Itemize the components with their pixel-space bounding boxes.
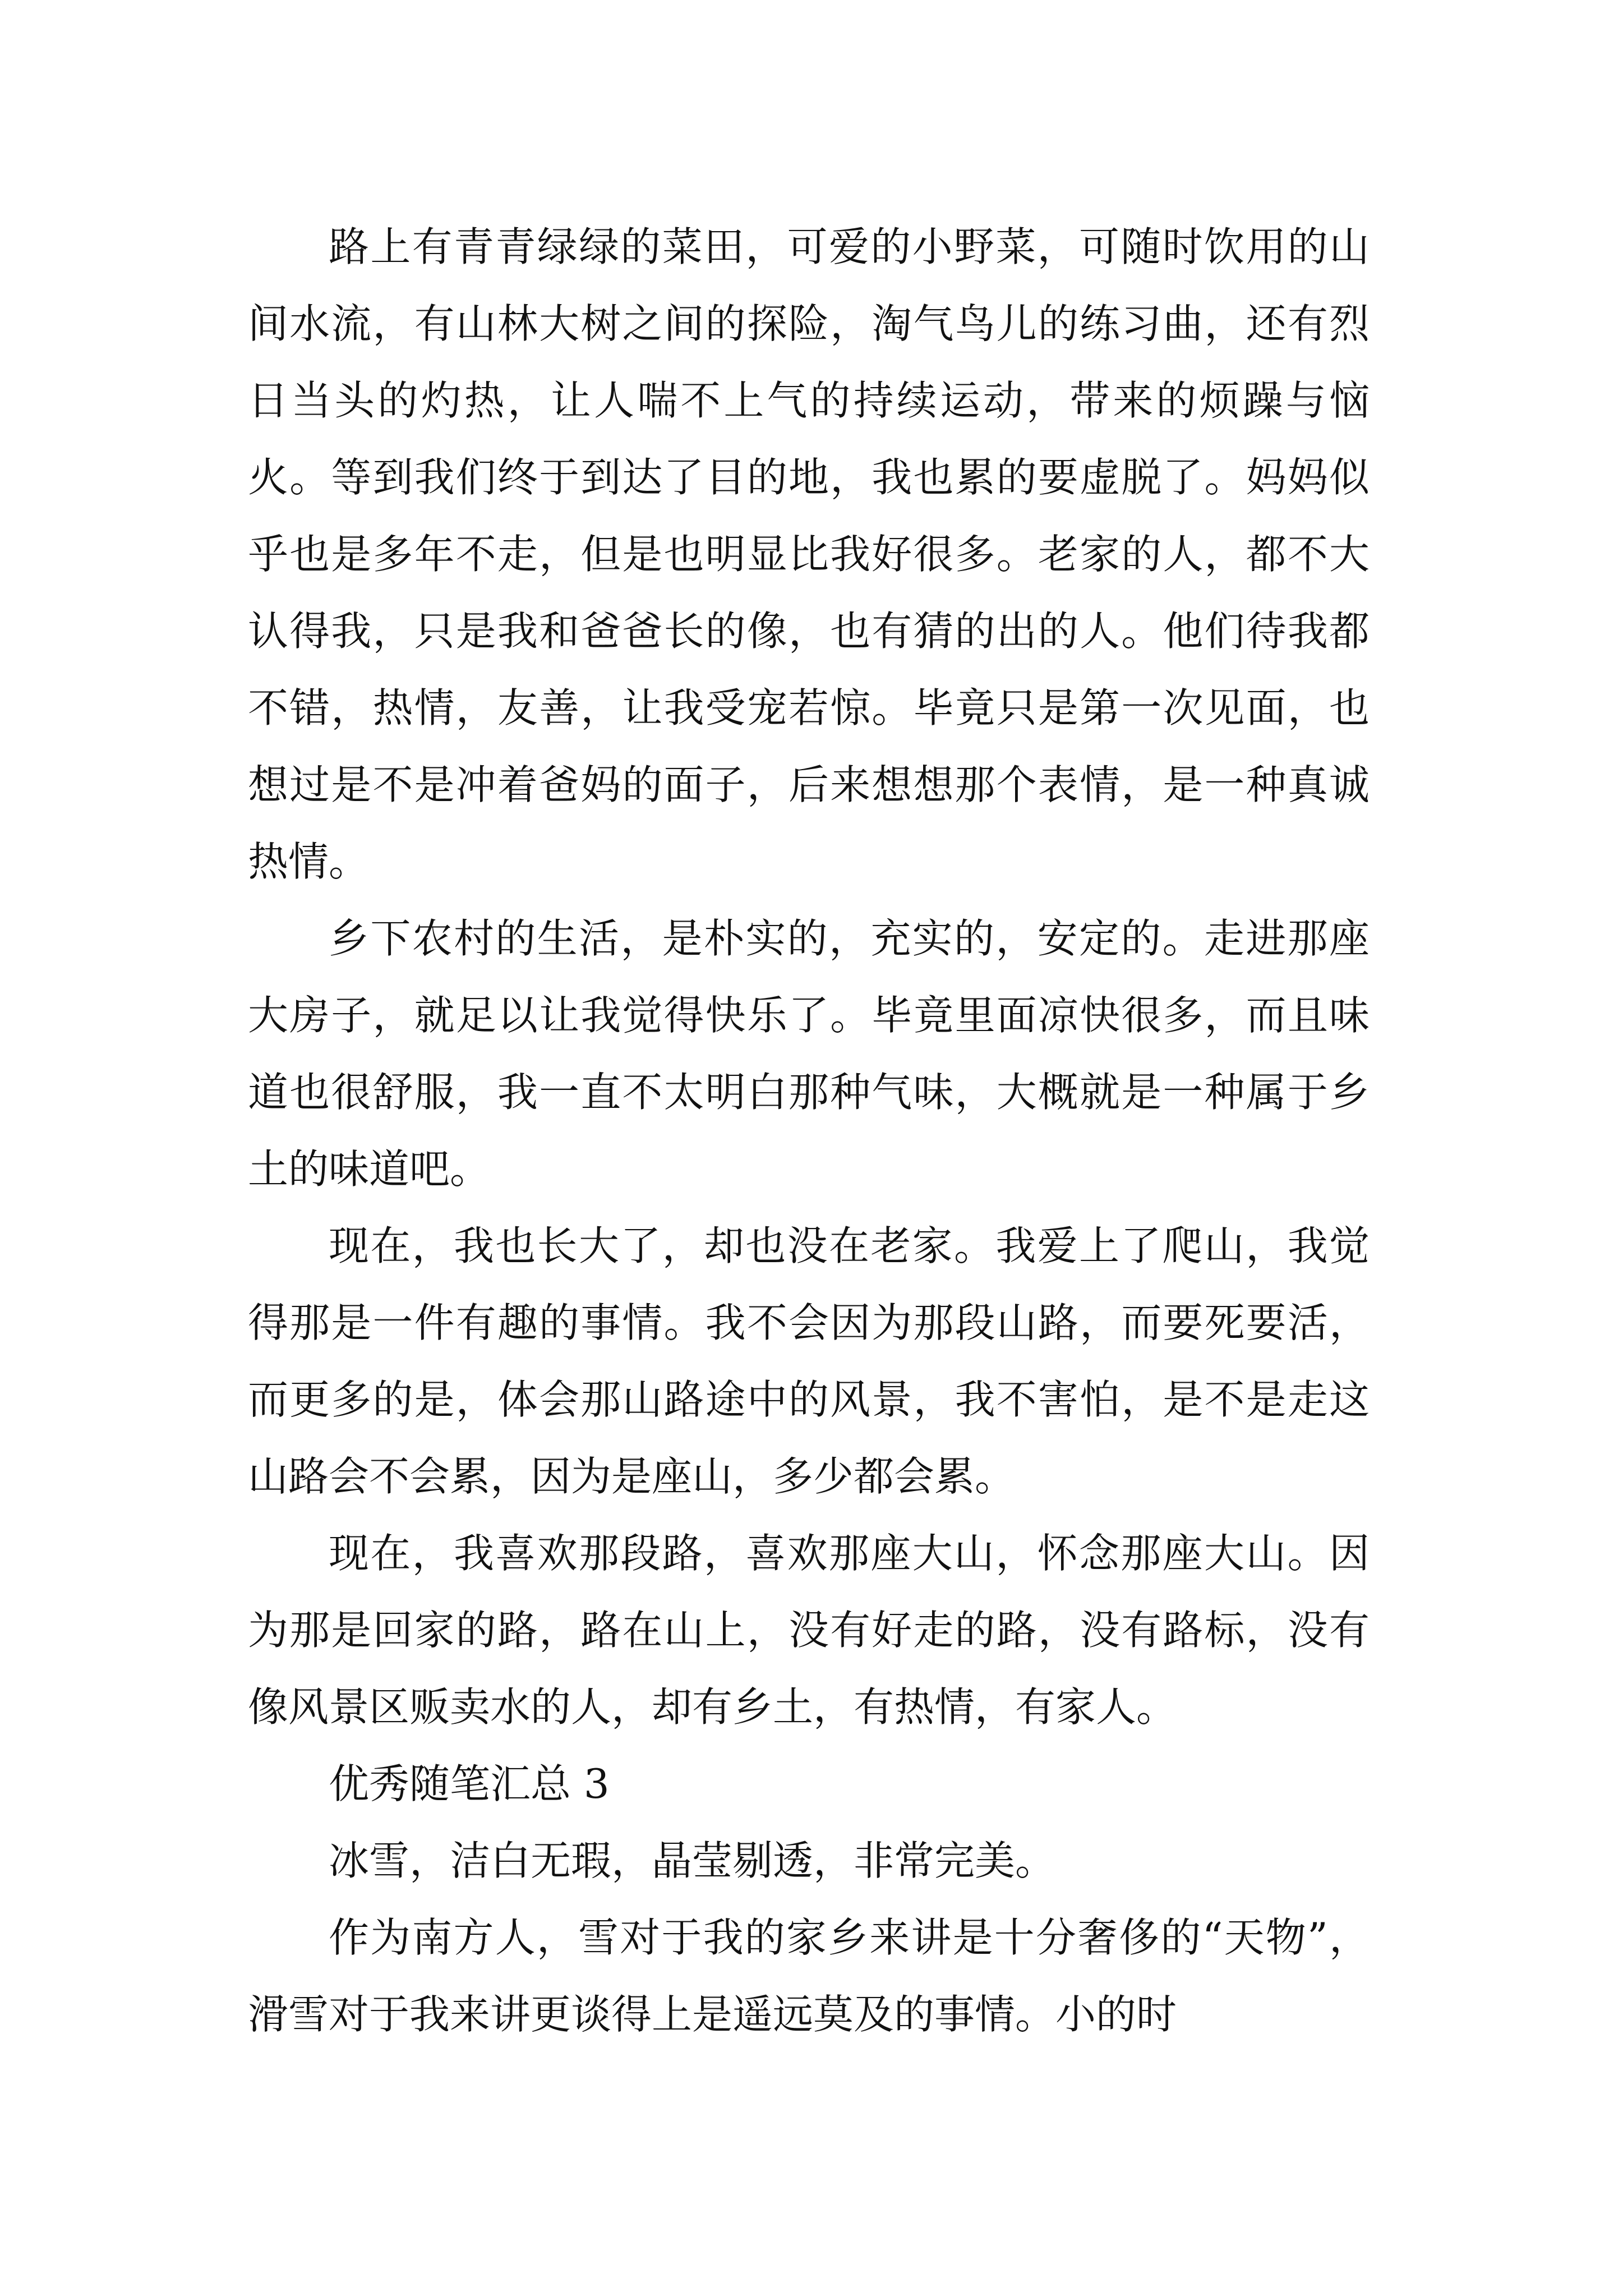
paragraph-3: 现在，我也长大了，却也没在老家。我爱上了爬山，我觉得那是一件有趣的事情。我不会因为那段山路，而要死要活，而更多的是，体会那山路途中的风景，我不害怕，是不是走这山路会不会累，因为是座山，多少都会累。 [248,1222,1370,1500]
paragraph-2: 乡下农村的生活，是朴实的，充实的，安定的。走进那座大房子，就足以让我觉得快乐了。毕竟里面凉快很多，而且味道也很舒服，我一直不太明白那种气味，大概就是一种属于乡土的味道吧。 [248,915,1370,1193]
document-body [248,209,1370,2053]
paragraph-6: 作为南方人，雪对于我的家乡来讲是十分奢侈的“天物”，滑雪对于我来讲更谈得上是遥远莫及的事情。小的时 [248,1914,1370,2038]
paragraph-1: 路上有青青绿绿的菜田，可爱的小野菜，可随时饮用的山间水流，有山林大树之间的探险，淘气鸟儿的练习曲，还有烈日当头的灼热，让人喘不上气的持续运动，带来的烦躁与恼火。等到我们终于到达了目的地，我也累的要虚脱了。妈妈似乎也是多年不走，但是也明显比我好很多。老家的人，都不大认得我，只是我和爸爸长的像，也有猜的出的人。他们待我都不错，热情，友善，让我受宠若惊。毕竟只是第一次见面，也想过是不是冲着爸妈的面子，后来想想那个表情，是一种真诚热情。 [248,223,1370,885]
paragraph-5: 冰雪，洁白无瑕，晶莹剔透，非常完美。 [329,1837,1056,1884]
paragraph-4: 现在，我喜欢那段路，喜欢那座大山，怀念那座大山。因为那是回家的路，路在山上，没有好走的路，没有路标，没有像风景区贩卖水的人，却有乡土，有热情，有家人。 [248,1530,1370,1731]
section-heading: 优秀随笔汇总 3 [329,1760,610,1807]
